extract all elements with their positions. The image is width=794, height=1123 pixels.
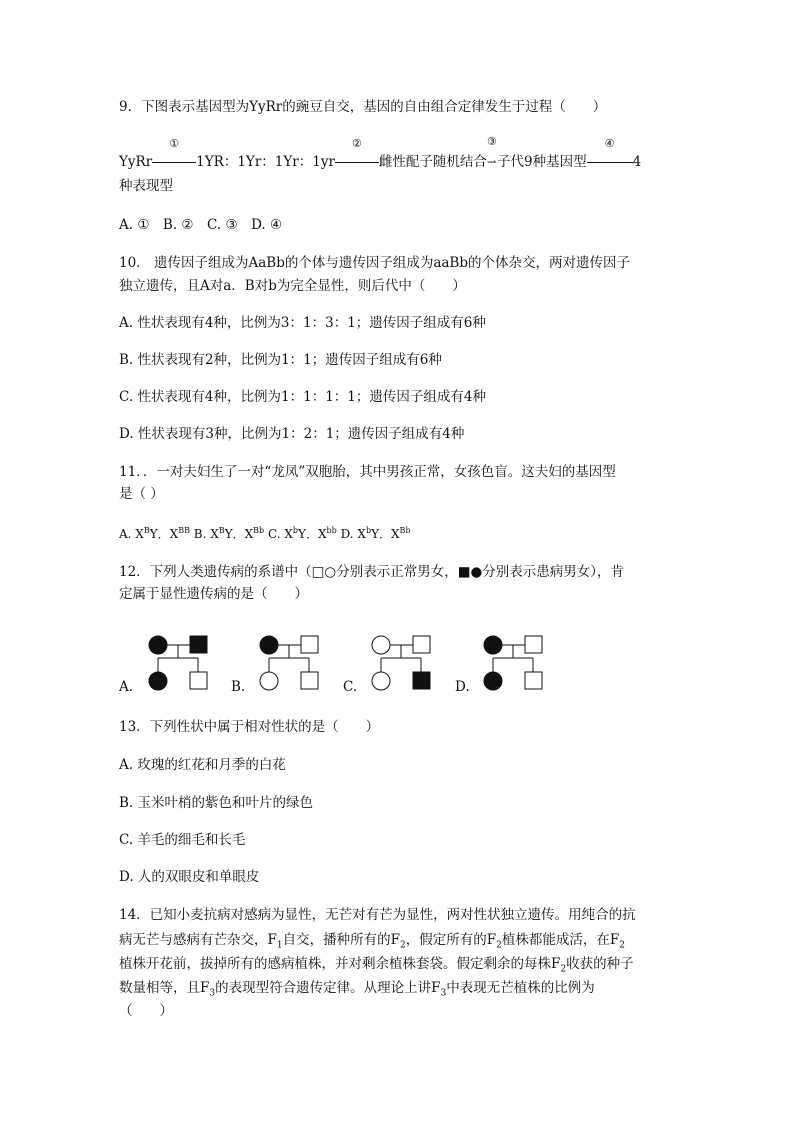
q14-line-1: 14．已知小麦抗病对感病为显性，无芒对有芒为显性，两对性状独立遗传。用纯合的抗 <box>119 907 636 923</box>
pedigree-b <box>257 633 347 693</box>
q13-option-b: B. 玉米叶梢的紫色和叶片的绿色 <box>119 795 314 811</box>
q9-offspring: 子代9种基因型 <box>496 154 587 170</box>
pedigree-c-label: C. <box>343 679 358 695</box>
q9-random: 雌性配子随机结合 <box>378 154 487 170</box>
pedigree-d-label: D. <box>455 679 470 695</box>
q10-option-c: C. 性状表现有4种，比例为1：1：1：1；遗传因子组成有4种 <box>119 389 486 405</box>
q13-option-c: C. 羊毛的细毛和长毛 <box>119 832 246 848</box>
q9-end-num: 4 <box>632 154 642 170</box>
q14-line-4: 数量相等，且$F_3$的表现型符合遗传定律。从理论上讲$F_3$中表现无芒植株的比例为 <box>119 980 595 999</box>
pedigree-a <box>146 633 236 693</box>
q9-arrow-3: ③ ⇀ <box>486 135 497 169</box>
q10-option-a: A. 性状表现有4种，比例为3：1：3：1；遗传因子组成有6种 <box>119 315 486 331</box>
q9-flow <box>119 135 642 172</box>
q9-start: YyRr <box>119 154 153 170</box>
q14-line-5: （ ） <box>119 1003 173 1019</box>
q12-stem-2: 定属于显性遗传病的是（ ） <box>119 586 308 602</box>
q9-arrow-1: ① <box>152 152 196 172</box>
q9-end-text: 种表现型 <box>119 178 173 194</box>
q9-options: A. ① B. ② C. ③ D. ④ <box>119 217 283 233</box>
q13-stem: 13．下列性状中属于相对性状的是（ ） <box>119 719 380 735</box>
q12-stem-1: 12．下列人类遗传病的系谱中（□○分别表示正常男女，■●分别表示患病男女），肯 <box>119 564 624 580</box>
q11-stem-1: 11．．一对夫妇生了一对“龙凤”双胞胎，其中男孩正常，女孩色盲。这夫妇的基因型 <box>119 464 616 480</box>
q9-arrow-2: ② <box>335 152 379 172</box>
q10-stem-2: 独立遗传，且A对a．B对b为完全显性，则后代中（ ） <box>119 278 466 294</box>
q9-gametes: 1YR：1Yr：1Yr：1yr <box>196 154 335 170</box>
pedigree-c <box>369 633 459 693</box>
q10-stem-1: 10． 遗传因子组成为AaBb的个体与遗传因子组成为aaBb的个体杂交，两对遗传因子 <box>119 255 630 271</box>
q13-option-d: D. 人的双眼皮和单眼皮 <box>119 869 260 885</box>
q9-stem: 9．下图表示基因型为YyRr的豌豆自交，基因的自由组合定律发生于过程（ ） <box>119 99 607 115</box>
pedigree-d <box>481 633 571 693</box>
q10-option-b: B. 性状表现有2种，比例为1：1；遗传因子组成有6种 <box>119 352 442 368</box>
pedigree-a-label: A. <box>119 679 134 695</box>
q10-option-d: D. 性状表现有3种，比例为1：2：1；遗传因子组成有4种 <box>119 426 465 442</box>
q9-arrow-4: ④ <box>587 152 633 172</box>
q11-stem-2: 是（ ） <box>119 486 164 502</box>
q13-option-a: A. 玫瑰的红花和月季的白花 <box>119 757 286 773</box>
q14-line-3: 植株开花前，拔掉所有的感病植株，并对剩余植株套袋。假定剩余的每株$F_2$收获的种子 <box>119 956 634 975</box>
q14-line-2: 病无芒与感病有芒杂交，$F_1$自交，播种所有的$F_2$，假定所有的$F_2$植株都能成活，在$F_2$ <box>119 932 625 951</box>
q11-options: A. $X^BY$．$X^{BB}$ B. $X^BY$．$X^{Bb}$ C. $X^bY$．$X^{bb}$ D. $X^bY$．$X^{Bb}$ <box>119 526 411 541</box>
pedigree-b-label: B. <box>231 679 246 695</box>
